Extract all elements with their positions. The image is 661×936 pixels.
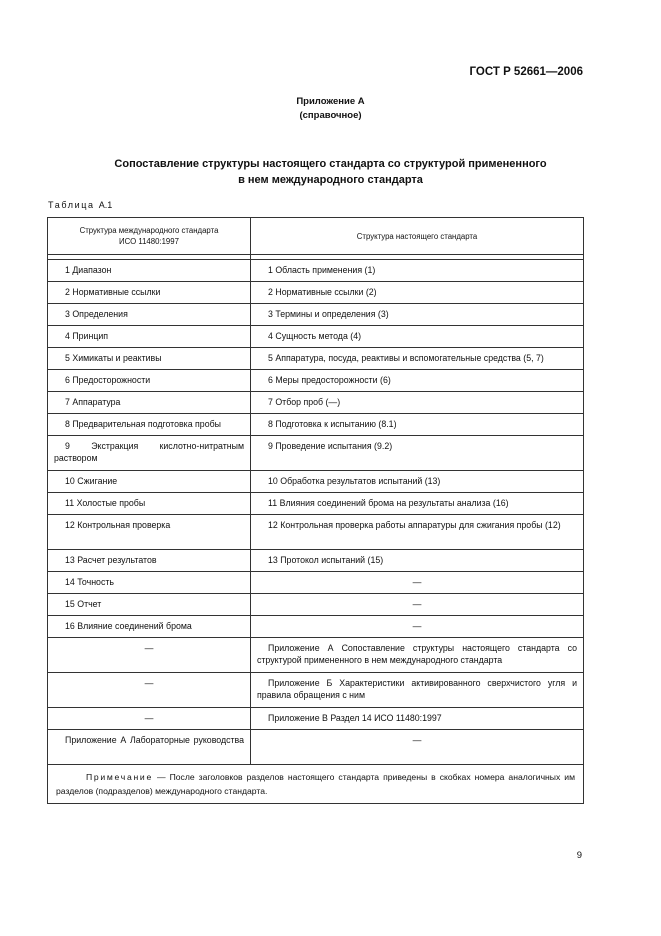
appendix-subtitle: (справочное) [299, 110, 362, 121]
table-row [48, 260, 584, 282]
international-cell: — [48, 708, 251, 730]
national-cell: 1 Область применения (1) [251, 260, 584, 282]
international-cell: 7 Аппаратура [48, 392, 251, 414]
table-caption-label: Таблица [48, 200, 95, 210]
table-row [48, 282, 584, 304]
table-note-row [48, 765, 584, 804]
national-cell: 7 Отбор проб (—) [251, 392, 584, 414]
page-number: 9 [576, 850, 582, 861]
international-cell: 15 Отчет [48, 594, 251, 616]
international-cell: 2 Нормативные ссылки [48, 282, 251, 304]
international-cell: 5 Химикаты и реактивы [48, 348, 251, 370]
national-cell: 8 Подготовка к испытанию (8.1) [251, 414, 584, 436]
table-row [48, 304, 584, 326]
table-caption [48, 200, 112, 210]
national-cell: Приложение А Сопоставление структуры настоящего стандарта со структурой примененного в нем международного стандарта [251, 638, 584, 673]
table-row [48, 550, 584, 572]
table-row [48, 638, 584, 673]
table-row [48, 471, 584, 493]
header-international-line-2: ИСО 11480:1997 [119, 237, 179, 246]
national-cell: Приложение Б Характеристики активированного сверхчистого угля и правила обращения с ним [251, 673, 584, 708]
international-cell: 1 Диапазон [48, 260, 251, 282]
table-row [48, 414, 584, 436]
table-row [48, 326, 584, 348]
document-title-line-1: Сопоставление структуры настоящего стандарта со структурой примененного [114, 158, 547, 170]
standard-number: ГОСТ Р 52661—2006 [469, 66, 583, 78]
table-row [48, 708, 584, 730]
national-cell: 9 Проведение испытания (9.2) [251, 436, 584, 471]
table-header-row [48, 218, 584, 255]
table-row [48, 616, 584, 638]
international-cell: 16 Влияние соединений брома [48, 616, 251, 638]
note-label: Примечание [86, 772, 153, 782]
table-row [48, 392, 584, 414]
international-cell: 8 Предварительная подготовка пробы [48, 414, 251, 436]
international-cell: 3 Определения [48, 304, 251, 326]
document-title-line-2: в нем международного стандарта [238, 174, 423, 186]
table-caption-number: А.1 [98, 200, 113, 210]
appendix-heading [0, 95, 661, 123]
international-cell: 13 Расчет результатов [48, 550, 251, 572]
header-international-line-1: Структура международного стандарта [79, 226, 219, 235]
structure-comparison-table [47, 217, 584, 804]
national-cell: 10 Обработка результатов испытаний (13) [251, 471, 584, 493]
international-cell: — [48, 638, 251, 673]
national-cell: — [251, 594, 584, 616]
table-row [48, 594, 584, 616]
national-cell: 4 Сущность метода (4) [251, 326, 584, 348]
national-cell: 3 Термины и определения (3) [251, 304, 584, 326]
international-cell: 10 Сжигание [48, 471, 251, 493]
document-title [60, 156, 601, 188]
header-national-structure: Структура настоящего стандарта [251, 218, 584, 255]
national-cell: Приложение В Раздел 14 ИСО 11480:1997 [251, 708, 584, 730]
header-international-structure [48, 218, 251, 255]
table-row [48, 436, 584, 471]
national-cell: 5 Аппаратура, посуда, реактивы и вспомогательные средства (5, 7) [251, 348, 584, 370]
national-cell: 13 Протокол испытаний (15) [251, 550, 584, 572]
note-text: — После заголовков разделов настоящего стандарта приведены в скобках номера аналогичных им разделов (подразделов) международного стандарта. [56, 772, 575, 796]
international-cell: 9 Экстракция кислотно-нитратным раствором [48, 436, 251, 471]
international-cell: 12 Контрольная проверка [48, 515, 251, 550]
international-cell: 4 Принцип [48, 326, 251, 348]
international-cell: Приложение А Лабораторные руководства [48, 730, 251, 765]
table-row [48, 673, 584, 708]
national-cell: — [251, 616, 584, 638]
table-row [48, 515, 584, 550]
international-cell: 6 Предосторожности [48, 370, 251, 392]
table-note [48, 765, 584, 804]
international-cell: — [48, 673, 251, 708]
table-row [48, 493, 584, 515]
table-row [48, 370, 584, 392]
international-cell: 11 Холостые пробы [48, 493, 251, 515]
national-cell: — [251, 572, 584, 594]
table-row [48, 730, 584, 765]
national-cell: 11 Влияния соединений брома на результаты анализа (16) [251, 493, 584, 515]
table-row [48, 572, 584, 594]
national-cell: — [251, 730, 584, 765]
national-cell: 6 Меры предосторожности (6) [251, 370, 584, 392]
national-cell: 12 Контрольная проверка работы аппаратуры для сжигания пробы (12) [251, 515, 584, 550]
national-cell: 2 Нормативные ссылки (2) [251, 282, 584, 304]
international-cell: 14 Точность [48, 572, 251, 594]
table-row [48, 348, 584, 370]
appendix-title: Приложение А [296, 96, 365, 107]
